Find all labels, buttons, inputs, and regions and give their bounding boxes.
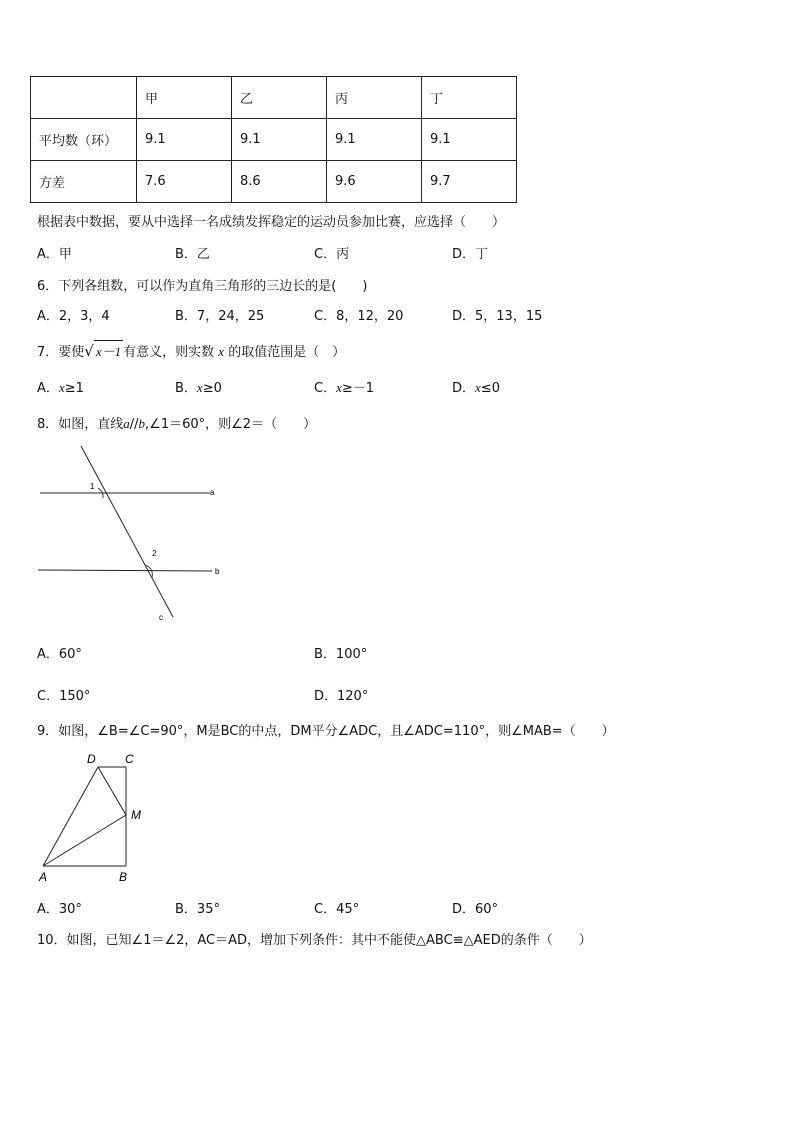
q8-parallel: //	[129, 417, 139, 432]
table-row	[31, 119, 517, 161]
q5-option-c: C．丙	[314, 247, 350, 262]
table-header-cell: 丙	[327, 77, 422, 119]
label-b-vertex: B	[119, 870, 128, 884]
radical-sign-icon: √	[84, 342, 94, 360]
table-cell: 9.6	[327, 161, 422, 203]
q6-option-a: A．2，3，4	[37, 309, 110, 324]
q9-option-d: D．60°	[452, 902, 499, 917]
q8-option-b: B．100°	[314, 647, 368, 662]
parallel-lines-figure	[30, 440, 240, 625]
q7-prefix: 7．要使	[37, 345, 85, 360]
table-row	[31, 161, 517, 203]
table-cell: 9.1	[422, 119, 517, 161]
table-cell: 9.1	[327, 119, 422, 161]
q7-option-b	[175, 377, 222, 396]
q9-option-c: C．45°	[314, 902, 360, 917]
label-c: c	[159, 613, 163, 622]
label-b: b	[215, 567, 220, 576]
q10-text: 10．如图，已知∠1＝∠2，AC＝AD，增加下列条件：其中不能使△ABC≌△AED的条件（ ）	[37, 933, 592, 948]
q5-option-d: D．丁	[452, 247, 489, 262]
q8-text	[37, 413, 316, 432]
q9-text: 9．如图，∠B=∠C=90°，M是BC的中点，DM平分∠ADC，且∠ADC=110°，则∠MAB=（ ）	[37, 724, 615, 739]
q8-prefix: 8．如图，直线	[37, 417, 124, 432]
table-cell: 7.6	[137, 161, 232, 203]
q8-option-d: D．120°	[314, 689, 369, 704]
row-label: 平均数（环）	[31, 119, 137, 161]
option-rel: ≤0	[480, 381, 500, 396]
q8-option-a: A．60°	[37, 647, 82, 662]
table-header-row	[31, 77, 517, 119]
table-header-cell	[31, 77, 137, 119]
quadrilateral-figure	[32, 748, 162, 888]
option-label: B．	[175, 381, 197, 396]
label-a-vertex: A	[39, 870, 48, 884]
q7-radicand: x－1	[94, 340, 123, 360]
score-table	[30, 76, 517, 203]
side-da	[43, 767, 98, 866]
option-rel: ≥1	[64, 381, 84, 396]
table-header-cell: 乙	[232, 77, 327, 119]
table-header-cell: 甲	[137, 77, 232, 119]
row-label: 方差	[31, 161, 137, 203]
q7-option-a	[37, 377, 84, 396]
q7-var: x	[218, 344, 225, 359]
table-cell: 8.6	[232, 161, 327, 203]
option-rel: ≥－1	[341, 381, 375, 396]
table-cell: 9.1	[232, 119, 327, 161]
q7-option-c	[314, 377, 374, 396]
q5-option-a: A．甲	[37, 247, 72, 262]
segment-am	[43, 815, 126, 866]
q6-option-d: D．5，13，15	[452, 309, 543, 324]
label-d: D	[87, 752, 96, 766]
q7-text	[37, 340, 345, 360]
line-b	[38, 570, 212, 571]
q5-option-b: B．乙	[175, 247, 210, 262]
q8-line-b: b	[138, 416, 146, 431]
label-m: M	[131, 808, 141, 822]
option-var: x	[196, 380, 203, 395]
option-label: D．	[452, 381, 476, 396]
line-c	[81, 446, 173, 617]
q8-angle1: ,∠1＝60°	[145, 417, 206, 432]
q7-middle: 有意义，则实数	[123, 345, 215, 360]
q8-suffix: ，则∠2＝（ ）	[205, 417, 317, 432]
table-header-cell: 丁	[422, 77, 517, 119]
option-var: x	[58, 380, 65, 395]
label-c-vertex: C	[125, 752, 134, 766]
q7-suffix: 的取值范围是（ ）	[228, 345, 346, 360]
q9-option-b: B．35°	[175, 902, 220, 917]
label-1: 1	[90, 482, 95, 491]
option-label: C．	[314, 381, 337, 396]
q6-option-b: B．7，24，25	[175, 309, 265, 324]
q5-text: 根据表中数据，要从中选择一名成绩发挥稳定的运动员参加比赛，应选择（ ）	[37, 215, 506, 230]
q6-text: 6．下列各组数，可以作为直角三角形的三边长的是( )	[37, 279, 368, 294]
q6-option-c: C．8，12，20	[314, 309, 404, 324]
q8-line-a: a	[123, 416, 130, 431]
segment-dm	[98, 767, 126, 815]
label-2: 2	[152, 549, 157, 558]
q7-option-d	[452, 377, 500, 396]
option-label: A．	[37, 381, 59, 396]
table-cell: 9.7	[422, 161, 517, 203]
q8-option-c: C．150°	[37, 689, 91, 704]
table-cell: 9.1	[137, 119, 232, 161]
option-var: x	[475, 380, 481, 395]
option-rel: ≥0	[202, 381, 222, 396]
option-var: x	[336, 380, 342, 395]
label-a: a	[210, 488, 215, 497]
q9-option-a: A．30°	[37, 902, 82, 917]
